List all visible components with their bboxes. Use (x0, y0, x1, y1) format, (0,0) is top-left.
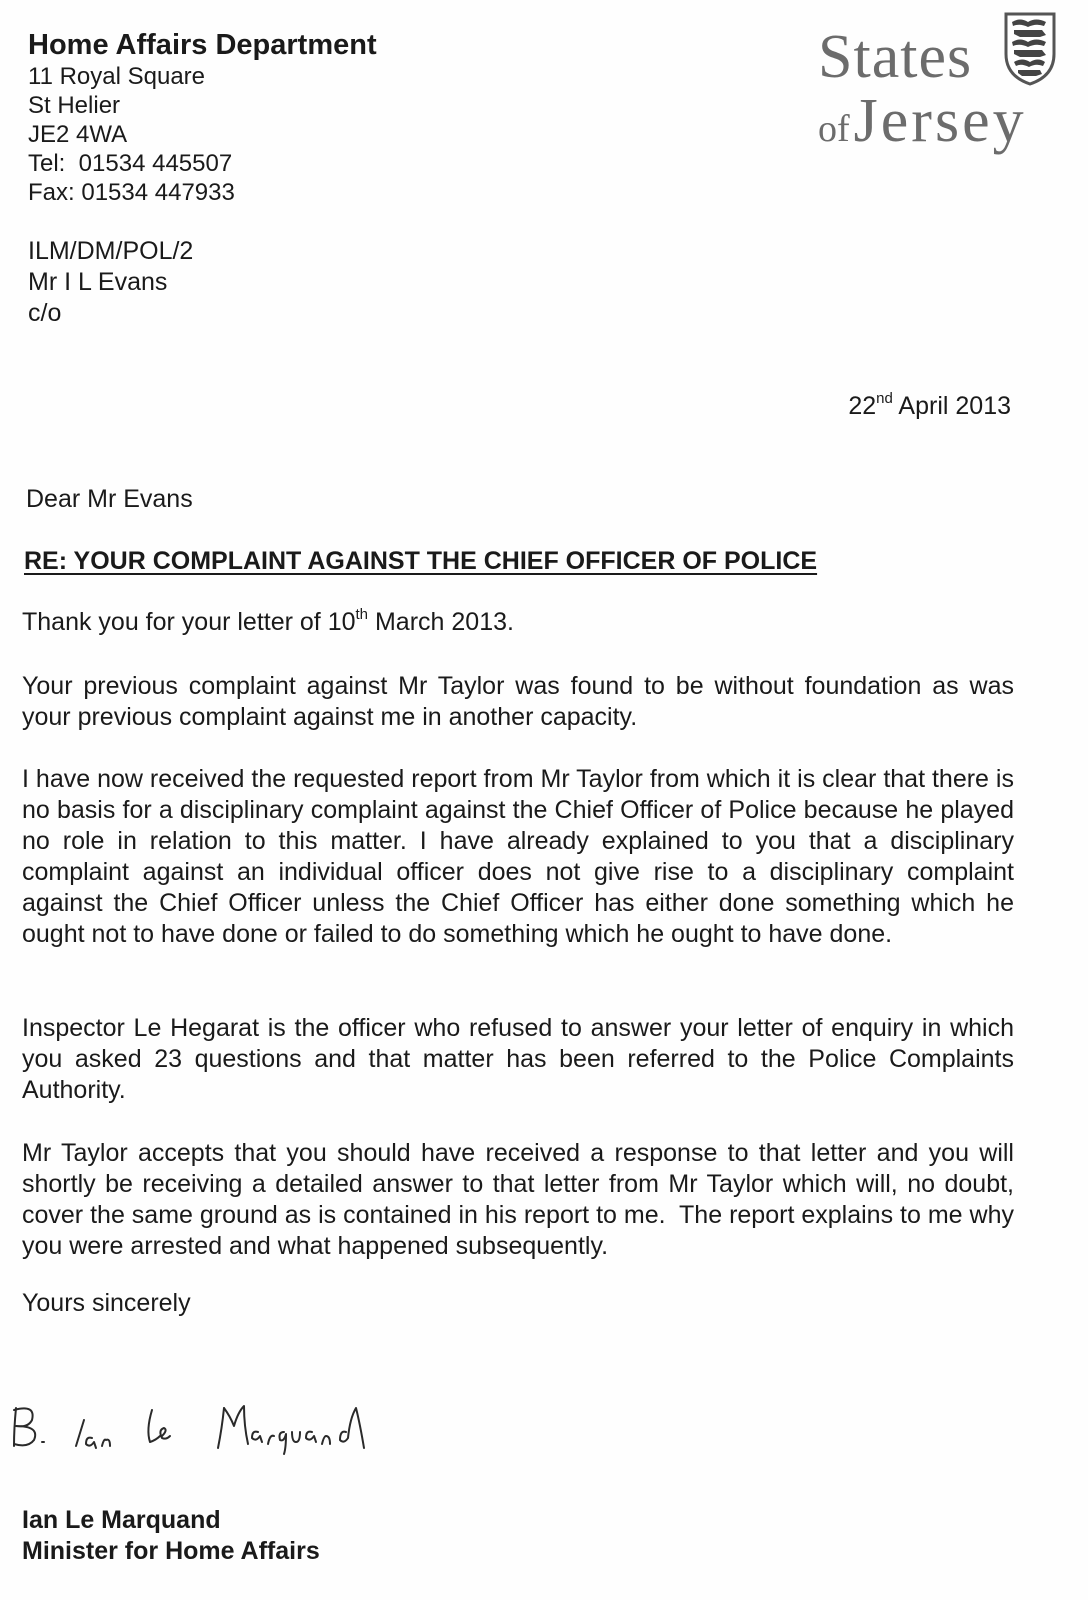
sender-tel: Tel: 01534 445507 (28, 150, 233, 177)
signer-name: Ian Le Marquand (22, 1506, 221, 1534)
sender-address-line: St Helier (28, 92, 121, 119)
recipient-name: Mr I L Evans (28, 268, 168, 296)
subject-heading: RE: YOUR COMPLAINT AGAINST THE CHIEF OFFICER OF POLICE (24, 547, 818, 575)
sender-department: Home Affairs Department (28, 29, 377, 61)
body-paragraph-1 (22, 607, 1014, 638)
sender-address-line: 11 Royal Square (28, 63, 205, 90)
body-paragraph-4: Inspector Le Hegarat is the officer who refused to answer your letter of enquiry in which you asked 23 questions and that matter has been referred to the Police Complaints Authority. (22, 1014, 1014, 1104)
signer-block (22, 1505, 320, 1567)
p1-text-end: March 2013. (368, 608, 514, 636)
signer-title: Minister for Home Affairs (22, 1537, 320, 1565)
p1-suffix: th (355, 606, 369, 623)
p1-text: Thank you for your letter of 10 (22, 608, 356, 636)
date-month-year: April 2013 (892, 392, 1011, 420)
reference-block (28, 236, 193, 329)
sender-address-block (28, 28, 377, 207)
logo-jersey: Jersey (853, 87, 1027, 155)
sender-fax: Fax: 01534 447933 (28, 179, 235, 206)
body-paragraph-3: I have now received the requested report from Mr Taylor from which it is clear that there is no basis for a disciplinary complaint against the Chief Officer of Police because he played no role in relation to this matter. I have already explained to you that a disciplinary complaint against an individual officer does not give rise to a disciplinary complaint against the Chief Officer unless the Chief Officer has either done something which he ought not to have done or failed to do something which he ought to have done. (22, 765, 1014, 948)
recipient-care-of: c/o (28, 299, 62, 327)
date-suffix: nd (876, 390, 893, 407)
closing: Yours sincerely (22, 1289, 191, 1317)
body-paragraph-5: Mr Taylor accepts that you should have received a response to that letter and you will shortly be receiving a detailed answer to that letter from Mr Taylor which will, no doubt, cover the same ground as is contained in his report to me. The report explains to me why you were arrested and what happened subsequently. (22, 1139, 1021, 1260)
body-paragraph-2: Your previous complaint against Mr Taylor was found to be without foundation as was your previous complaint against me in another capacity. (22, 672, 1014, 731)
letter-date (848, 392, 1011, 421)
logo-line-of-jersey (818, 86, 1027, 157)
handwritten-signature (2, 1386, 382, 1456)
logo-line-states: States (818, 23, 973, 91)
states-of-jersey-logo (818, 6, 1058, 156)
salutation: Dear Mr Evans (26, 485, 193, 513)
reference-code: ILM/DM/POL/2 (28, 237, 194, 265)
date-day: 22 (848, 392, 877, 420)
jersey-crest-icon (1002, 10, 1058, 86)
logo-of: of (818, 108, 850, 150)
sender-address-line: JE2 4WA (28, 121, 128, 148)
